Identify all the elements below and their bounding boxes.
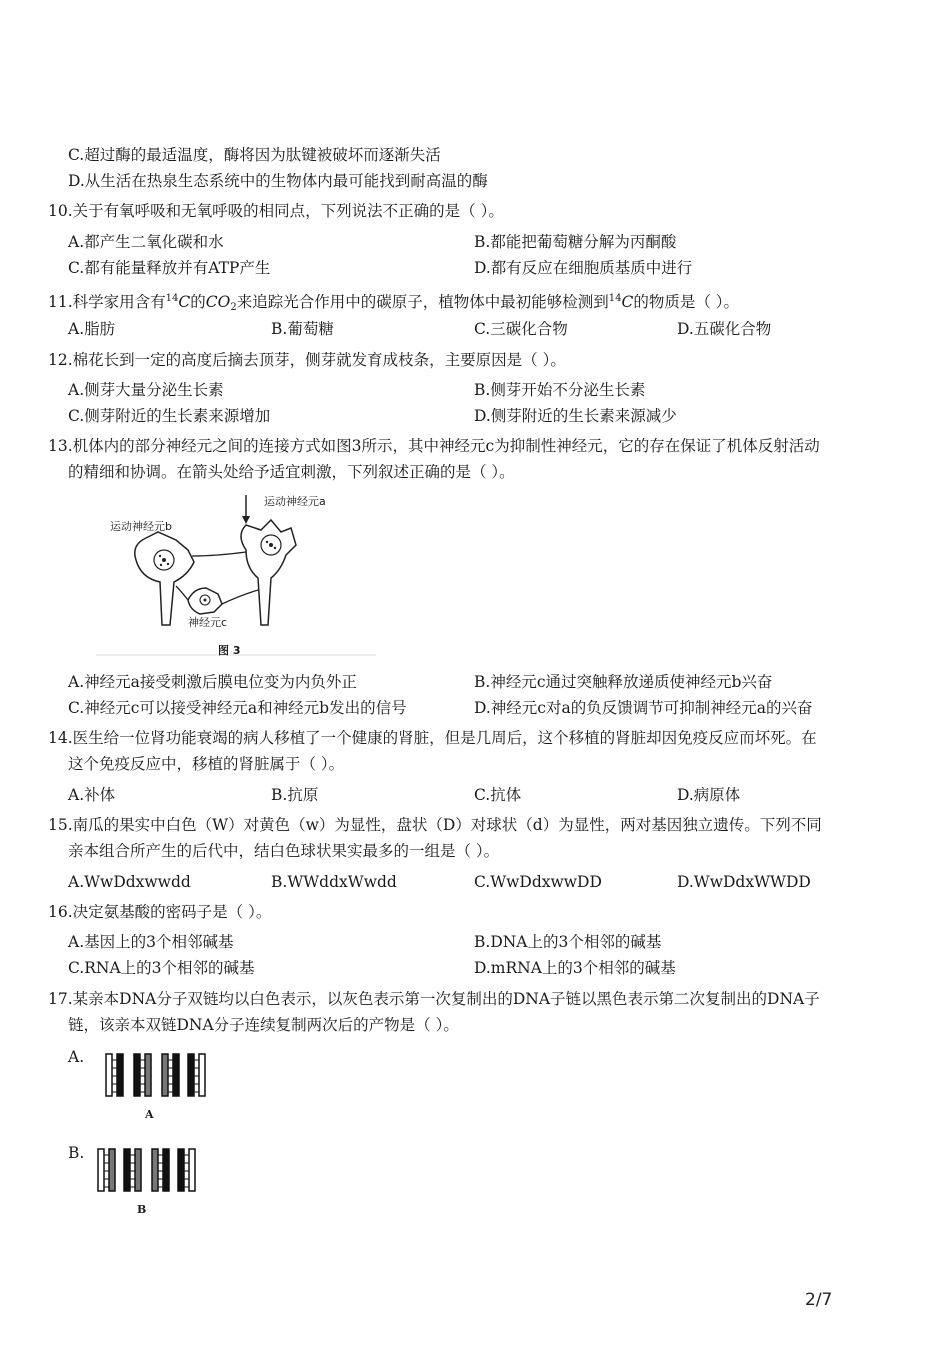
- fig-label-neuron-a: 运动神经元a: [264, 495, 326, 508]
- q9-option-d: D.从生活在热泉生态系统中的生物体内最可能找到耐高温的酶: [68, 172, 488, 190]
- q9-option-c: C.超过酶的最适温度，酶将因为肽键被破坏而逐渐失活: [68, 146, 441, 164]
- q11-stem: 11.科学家用含有$^{14}$C的$CO_2$来追踪光合作用中的碳原子，植物体中最初能够检测到$^{14}$C的物质是（ ）。: [48, 293, 740, 313]
- q11-option-c: C.三碳化合物: [474, 320, 568, 338]
- dna-strands-a: [100, 1050, 210, 1100]
- dna-figure-b-caption: B: [137, 1203, 147, 1216]
- q10-stem: 10.关于有氧呼吸和无氧呼吸的相同点，下列说法不正确的是（ ）。: [48, 202, 504, 220]
- neuron-diagram: [96, 490, 376, 660]
- q15-option-c: C.WwDdxwwDD: [474, 873, 602, 891]
- q16-option-d: D.mRNA上的3个相邻的碱基: [474, 959, 676, 977]
- q15-option-b: B.WWddxWwdd: [271, 873, 397, 891]
- q17-stem-line1: 17.某亲本DNA分子双链均以白色表示，以灰色表示第一次复制出的DNA子链以黑色表示第二次复制出的DNA子: [48, 990, 820, 1008]
- q14-option-c: C.抗体: [474, 786, 522, 804]
- q15-option-a: A.WwDdxwwdd: [68, 873, 191, 891]
- q17-option-a-label: A.: [68, 1048, 85, 1066]
- fig-label-neuron-c: 神经元c: [188, 616, 228, 629]
- q12-option-d: D.侧芽附近的生长素来源减少: [474, 407, 677, 425]
- q17-option-b-label: B.: [68, 1144, 85, 1162]
- fig-caption: 图 3: [218, 644, 241, 657]
- dna-figure-a-caption: A: [145, 1108, 154, 1121]
- q13-option-a: A.神经元a接受刺激后膜电位变为内负外正: [68, 673, 357, 691]
- page-number: 2/7: [805, 1290, 833, 1310]
- q10-option-d: D.都有反应在细胞质基质中进行: [474, 259, 693, 277]
- q16-stem: 16.决定氨基酸的密码子是（ ）。: [48, 903, 272, 921]
- q11-option-b: B.葡萄糖: [271, 320, 334, 338]
- q16-option-b: B.DNA上的3个相邻的碱基: [474, 933, 662, 951]
- q15-stem-line1: 15.南瓜的果实中白色（W）对黄色（w）为显性，盘状（D）对球状（d）为显性，两对基因独立遗传。下列不同: [48, 816, 822, 834]
- q13-option-b: B.神经元c通过突触释放递质使神经元b兴奋: [474, 673, 773, 691]
- q13-option-d: D.神经元c对a的负反馈调节可抑制神经元a的兴奋: [474, 699, 813, 717]
- q10-option-a: A.都产生二氧化碳和水: [68, 233, 224, 251]
- neuron-figure: [96, 490, 376, 660]
- q12-option-c: C.侧芽附近的生长素来源增加: [68, 407, 271, 425]
- dna-strands-b: [92, 1145, 202, 1195]
- q12-option-a: A.侧芽大量分泌生长素: [68, 381, 224, 399]
- q17-stem-line2: 链，该亲本双链DNA分子连续复制两次后的产物是（ ）。: [68, 1016, 459, 1034]
- q12-stem: 12.棉花长到一定的高度后摘去顶芽，侧芽就发育成枝条，主要原因是（ ）。: [48, 351, 566, 369]
- q15-option-d: D.WwDdxWWDD: [677, 873, 811, 891]
- q13-option-c: C.神经元c可以接受神经元a和神经元b发出的信号: [68, 699, 407, 717]
- q14-option-d: D.病原体: [677, 786, 741, 804]
- q16-option-c: C.RNA上的3个相邻的碱基: [68, 959, 255, 977]
- q11-option-d: D.五碳化合物: [677, 320, 772, 338]
- q14-option-b: B.抗原: [271, 786, 319, 804]
- q15-stem-line2: 亲本组合所产生的后代中，结白色球状果实最多的一组是（ ）。: [68, 842, 500, 860]
- dna-figure-a: [100, 1050, 210, 1125]
- q14-option-a: A.补体: [68, 786, 116, 804]
- q14-stem-line1: 14.医生给一位肾功能衰竭的病人移植了一个健康的肾脏，但是几周后，这个移植的肾脏却因免疫反应而坏死。在: [48, 729, 817, 747]
- q11-option-a: A.脂肪: [68, 320, 116, 338]
- q14-stem-line2: 这个免疫反应中，移植的肾脏属于（ ）。: [68, 755, 345, 773]
- q13-stem-line1: 13.机体内的部分神经元之间的连接方式如图3所示，其中神经元c为抑制性神经元，它的存在保证了机体反射活动: [48, 437, 820, 455]
- q12-option-b: B.侧芽开始不分泌生长素: [474, 381, 646, 399]
- dna-figure-b: [92, 1145, 202, 1220]
- q10-option-b: B.都能把葡萄糖分解为丙酮酸: [474, 233, 677, 251]
- q13-stem-line2: 的精细和协调。在箭头处给予适宜刺激，下列叙述正确的是（ ）。: [68, 463, 515, 481]
- q10-option-c: C.都有能量释放并有ATP产生: [68, 259, 271, 277]
- fig-label-neuron-b: 运动神经元b: [110, 520, 172, 533]
- q16-option-a: A.基因上的3个相邻碱基: [68, 933, 234, 951]
